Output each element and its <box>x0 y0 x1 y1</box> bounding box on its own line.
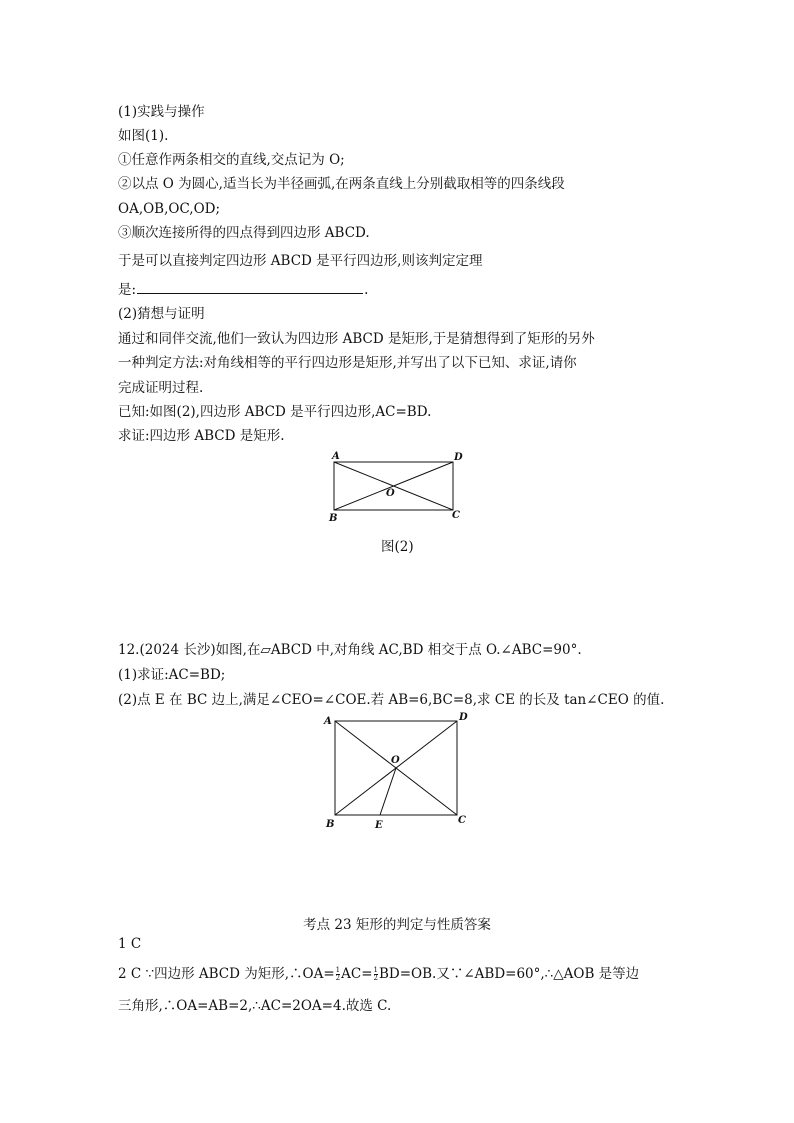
fig12-label-d: D <box>459 712 468 723</box>
figure-12 <box>318 705 478 835</box>
part1-fig-ref: 如图(1). <box>118 128 169 144</box>
fig2-label-a: A <box>332 451 340 462</box>
fig12-label-a: A <box>324 716 332 727</box>
answer-2-line1 <box>118 965 639 983</box>
fig12-segment-oe <box>380 768 396 815</box>
fraction-half-2: $\frac{1}{2}$ <box>373 966 378 982</box>
part1-step1: ①任意作两条相交的直线,交点记为 O; <box>118 152 345 168</box>
answer-blank[interactable] <box>137 280 363 294</box>
part1-step2a: ②以点 O 为圆心,适当长为半径画弧,在两条直线上分别截取相等的四条线段 <box>118 176 565 192</box>
conclusion-suffix: . <box>364 282 369 298</box>
part1-step3: ③顺次连接所得的四点得到四边形 ABCD. <box>118 225 370 241</box>
answer-2-line2: 三角形,∴OA=AB=2,∴AC=2OA=4.故选 C. <box>118 998 392 1014</box>
fig12-label-c: C <box>458 815 466 826</box>
fig2-label-b: B <box>329 513 338 524</box>
part1-title: (1)实践与操作 <box>118 104 205 120</box>
fig2-label-d: D <box>454 452 463 463</box>
fig12-label-b: B <box>326 819 335 830</box>
figure-2 <box>320 445 470 530</box>
part1-step2b: OA,OB,OC,OD; <box>118 201 221 217</box>
part2-known: 已知:如图(2),四边形 ABCD 是平行四边形,AC=BD. <box>118 404 432 420</box>
answer-2-start: 2 C ∵四边形 ABCD 为矩形,∴OA= <box>118 966 335 982</box>
part1-conclusion-b <box>118 280 368 299</box>
answer-2-mid2: BD=OB.又∵∠ABD=60°,∴△AOB 是等边 <box>379 966 640 982</box>
answer-2-mid1: AC= <box>341 966 373 982</box>
part2-p3: 完成证明过程. <box>118 380 204 396</box>
fig2-label-o: O <box>386 488 395 499</box>
part2-title: (2)猜想与证明 <box>118 306 205 322</box>
part2-prove: 求证:四边形 ABCD 是矩形. <box>118 428 285 444</box>
conclusion-prefix: 是: <box>118 282 137 298</box>
q12-line2: (1)求证:AC=BD; <box>118 667 226 683</box>
figure-2-caption: 图(2) <box>381 539 414 555</box>
part1-conclusion-a: 于是可以直接判定四边形 ABCD 是平行四边形,则该判定定理 <box>118 253 483 269</box>
part2-p2: 一种判定方法:对角线相等的平行四边形是矩形,并写出了以下已知、求证,请你 <box>118 355 577 371</box>
fig12-label-e: E <box>375 820 383 831</box>
fraction-half-1: $\frac{1}{2}$ <box>335 966 341 982</box>
part2-p1: 通过和同伴交流,他们一致认为四边形 ABCD 是矩形,于是猜想得到了矩形的另外 <box>118 331 595 347</box>
fig2-label-c: C <box>452 510 460 521</box>
fig12-label-o: O <box>391 755 400 766</box>
answers-title: 考点 23 矩形的判定与性质答案 <box>303 917 491 933</box>
q12-line3: (2)点 E 在 BC 边上,满足∠CEO=∠COE.若 AB=6,BC=8,求 CE 的长及 tan∠CEO 的值. <box>118 692 665 708</box>
q12-line1: 12.(2024 长沙)如图,在▱ABCD 中,对角线 AC,BD 相交于点 O.∠ABC=90°. <box>118 642 582 658</box>
answer-1: 1 C <box>118 936 142 952</box>
